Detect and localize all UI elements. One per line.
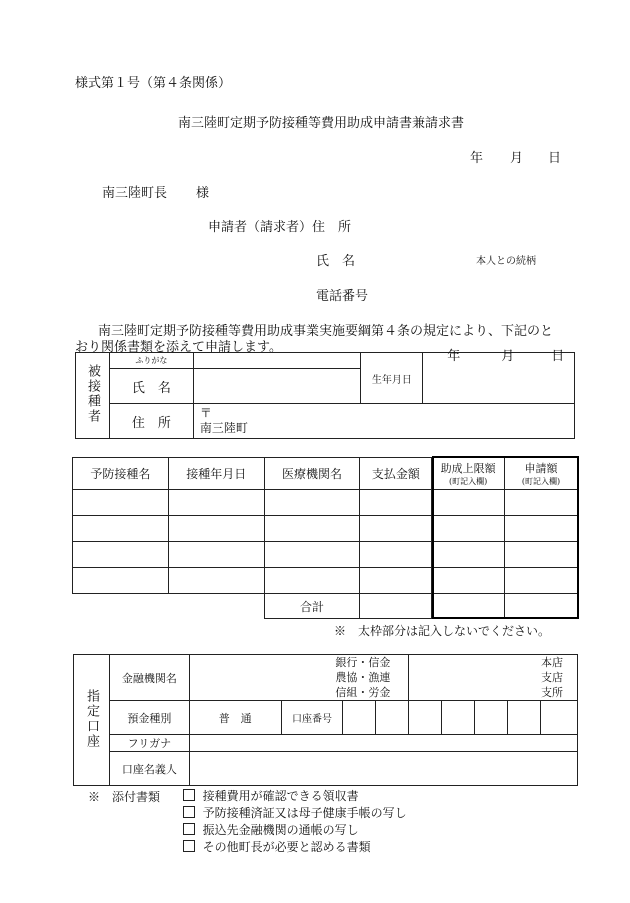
office-use-thick-border bbox=[432, 456, 579, 619]
bank-type-2: 農協・漁連 bbox=[335, 671, 391, 684]
account-digit[interactable] bbox=[442, 701, 475, 735]
applicant-name-label: 氏 名 bbox=[316, 254, 356, 269]
phone-label: 電話番号 bbox=[316, 289, 369, 304]
list-item: その他町長が必要と認める書類 bbox=[183, 839, 407, 856]
furigana-field[interactable] bbox=[193, 353, 361, 369]
deposit-type-label: 預金種別 bbox=[109, 701, 189, 735]
recipient-address-label: 住 所 bbox=[109, 404, 193, 439]
birthdate-label: 生年月日 bbox=[361, 353, 423, 404]
applicant-address-label: 申請者（請求者）住 所 bbox=[208, 220, 352, 235]
header-payment-amount: 支払金額 bbox=[360, 458, 432, 490]
date-month-label: 月 bbox=[510, 151, 524, 166]
bank-side-label: 指定口座 bbox=[74, 655, 110, 786]
date-year-label: 年 bbox=[470, 151, 484, 166]
account-digit[interactable] bbox=[343, 701, 376, 735]
header-vaccination-date: 接種年月日 bbox=[168, 458, 264, 490]
holder-furigana-label: フリガナ bbox=[109, 735, 189, 752]
branch-name-field[interactable] bbox=[409, 655, 578, 701]
list-item: 接種費用が確認できる領収書 bbox=[183, 788, 407, 805]
birth-year-label: 年 bbox=[447, 349, 461, 364]
holder-furigana-field[interactable] bbox=[189, 735, 577, 752]
addressee-honorific: 様 bbox=[196, 186, 210, 201]
attachments-list bbox=[183, 788, 407, 856]
birth-day-label: 日 bbox=[551, 349, 565, 364]
recipient-side-label: 被接種者 bbox=[76, 353, 110, 439]
header-subsidy-limit: 助成上限額 (町記入欄) bbox=[432, 458, 505, 490]
account-digit[interactable] bbox=[376, 701, 409, 735]
bank-name-label: 金融機関名 bbox=[109, 655, 189, 701]
body-text-line-1: 南三陸町定期予防接種等費用助成事業実施要綱第４条の規定により、下記のと bbox=[98, 324, 554, 339]
header-vaccine-name: 予防接種名 bbox=[73, 458, 169, 490]
recipient-address-field[interactable] bbox=[193, 404, 574, 439]
account-digit[interactable] bbox=[409, 701, 442, 735]
checkbox[interactable] bbox=[183, 789, 195, 801]
bank-type-3: 信組・労金 bbox=[335, 686, 391, 699]
attachments-label: ※ 添付書類 bbox=[88, 790, 161, 804]
checkbox[interactable] bbox=[183, 806, 195, 818]
recipient-table bbox=[75, 349, 575, 439]
header-medical-institution: 医療機関名 bbox=[264, 458, 360, 490]
thick-border-note: ※ 太枠部分は記入しないでください。 bbox=[334, 624, 551, 638]
account-digit[interactable] bbox=[475, 701, 508, 735]
account-digit[interactable] bbox=[541, 701, 578, 735]
account-number-label: 口座番号 bbox=[281, 701, 343, 735]
list-item: 振込先金融機関の通帳の写し bbox=[183, 822, 407, 839]
furigana-label: ふりがな bbox=[109, 353, 193, 369]
total-label: 合計 bbox=[264, 594, 360, 619]
birth-month-label: 月 bbox=[501, 349, 515, 364]
deposit-type-value: 普 通 bbox=[189, 701, 281, 735]
bank-table bbox=[73, 654, 578, 786]
account-holder-field[interactable] bbox=[189, 752, 577, 786]
postal-mark: 〒 bbox=[199, 406, 212, 420]
account-holder-label: 口座名義人 bbox=[109, 752, 189, 786]
branch-type-2: 支店 bbox=[541, 671, 563, 684]
account-digit[interactable] bbox=[508, 701, 541, 735]
total-payment-field[interactable] bbox=[360, 594, 432, 619]
bank-type-1: 銀行・信金 bbox=[335, 656, 391, 669]
checkbox[interactable] bbox=[183, 840, 195, 852]
relation-label: 本人との続柄 bbox=[476, 256, 536, 267]
recipient-name-field[interactable] bbox=[193, 369, 361, 404]
header-application-amount: 申請額 (町記入欄) bbox=[505, 458, 578, 490]
branch-type-1: 本店 bbox=[541, 656, 563, 669]
page-title: 南三陸町定期予防接種等費用助成申請書兼請求書 bbox=[178, 116, 465, 131]
form-number: 様式第１号（第４条関係） bbox=[75, 76, 232, 91]
checkbox[interactable] bbox=[183, 823, 195, 835]
bank-name-field[interactable] bbox=[189, 655, 409, 701]
branch-type-3: 支所 bbox=[541, 686, 563, 699]
addressee: 南三陸町長 bbox=[102, 186, 168, 201]
town-name: 南三陸町 bbox=[199, 421, 248, 435]
birthdate-field[interactable] bbox=[423, 349, 575, 404]
list-item: 予防接種済証又は母子健康手帳の写し bbox=[183, 805, 407, 822]
recipient-name-label: 氏 名 bbox=[109, 369, 193, 404]
date-day-label: 日 bbox=[548, 151, 562, 166]
body-text-line-2: おり関係書類を添えて申請します。 bbox=[75, 340, 282, 355]
